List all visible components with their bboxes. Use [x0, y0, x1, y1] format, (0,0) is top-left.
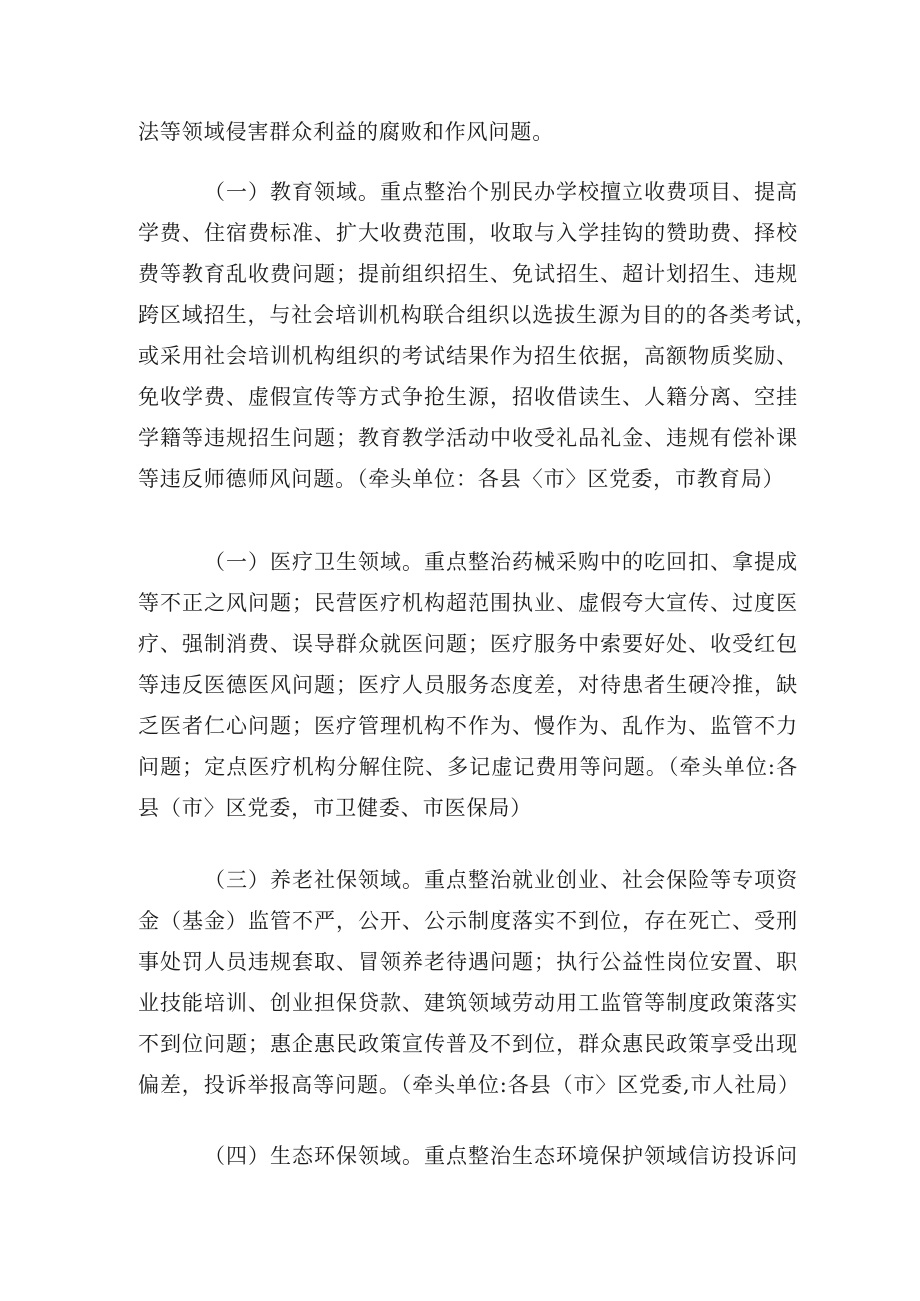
paragraph-line: 业技能培训、创业担保贷款、建筑领域劳动用工监管等制度政策落实 — [138, 991, 798, 1015]
paragraph-line: 问题；定点医疗机构分解住院、多记虚记费用等问题。（牵头单位:各 — [138, 755, 798, 779]
paragraph-line: 跨区域招生，与社会培训机构联合组织以选拔生源为目的的各类考试， — [138, 303, 817, 327]
paragraph-line: 等违反师德师风问题。（牵头单位：各县〈市〉区党委，市教育局） — [138, 467, 785, 491]
paragraph-line: 事处罚人员违规套取、冒领养老待遇问题；执行公益性岗位安置、职 — [138, 950, 798, 974]
paragraph-line: 不到位问题；惠企惠民政策宣传普及不到位，群众惠民政策享受出现 — [138, 1032, 798, 1056]
paragraph-line: 县（市〉区党委，市卫健委、市医保局） — [138, 796, 533, 820]
paragraph-line: 金（基金）监管不严，公开、公示制度落实不到位，存在死亡、受刑 — [138, 909, 798, 933]
paragraph-line: （四）生态环保领域。重点整治生态环境保护领域信访投诉问 — [204, 1144, 798, 1168]
paragraph-intro-continuation — [138, 112, 798, 153]
paragraph-line: （一）教育领域。重点整治个别民办学校擅立收费项目、提高 — [204, 180, 798, 204]
paragraph-line: 等不正之风问题；民营医疗机构超范围执业、虚假夸大宣传、过度医 — [138, 591, 798, 615]
paragraph-line: （一）医疗卫生领域。重点整治药械采购中的吃回扣、拿提成 — [204, 550, 798, 574]
paragraph-line: 学费、住宿费标准、扩大收费范围，收取与入学挂钩的赞助费、择校 — [138, 221, 798, 245]
paragraph-line: 学籍等违规招生问题；教育教学活动中收受礼品礼金、违规有偿补课 — [138, 426, 798, 450]
paragraph-line: 疗、强制消费、误导群众就医问题；医疗服务中索要好处、收受红包 — [138, 632, 798, 656]
paragraph-education — [138, 172, 817, 500]
paragraph-line: 偏差，投诉举报高等问题。（牵头单位:各县（市〉区党委,市人社局） — [138, 1073, 801, 1097]
paragraph-pension-social-security — [138, 860, 801, 1106]
paragraph-line: 乏医者仁心问题；医疗管理机构不作为、慢作为、乱作为、监管不力 — [138, 714, 798, 738]
paragraph-line: 费等教育乱收费问题；提前组织招生、免试招生、超计划招生、违规 — [138, 262, 798, 286]
paragraph-line: 等违反医德医风问题；医疗人员服务态度差，对待患者生硬冷推，缺 — [138, 673, 798, 697]
paragraph-line: 法等领域侵害群众利益的腐败和作风问题。 — [138, 120, 555, 144]
paragraph-line: （三）养老社保领域。重点整治就业创业、社会保险等专项资 — [204, 868, 798, 892]
paragraph-line: 免收学费、虚假宣传等方式争抢生源，招收借读生、人籍分离、空挂 — [138, 385, 798, 409]
paragraph-medical — [138, 542, 798, 829]
paragraph-line: 或采用社会培训机构组织的考试结果作为招生依据，高额物质奖励、 — [138, 344, 798, 368]
paragraph-ecology — [138, 1136, 798, 1177]
